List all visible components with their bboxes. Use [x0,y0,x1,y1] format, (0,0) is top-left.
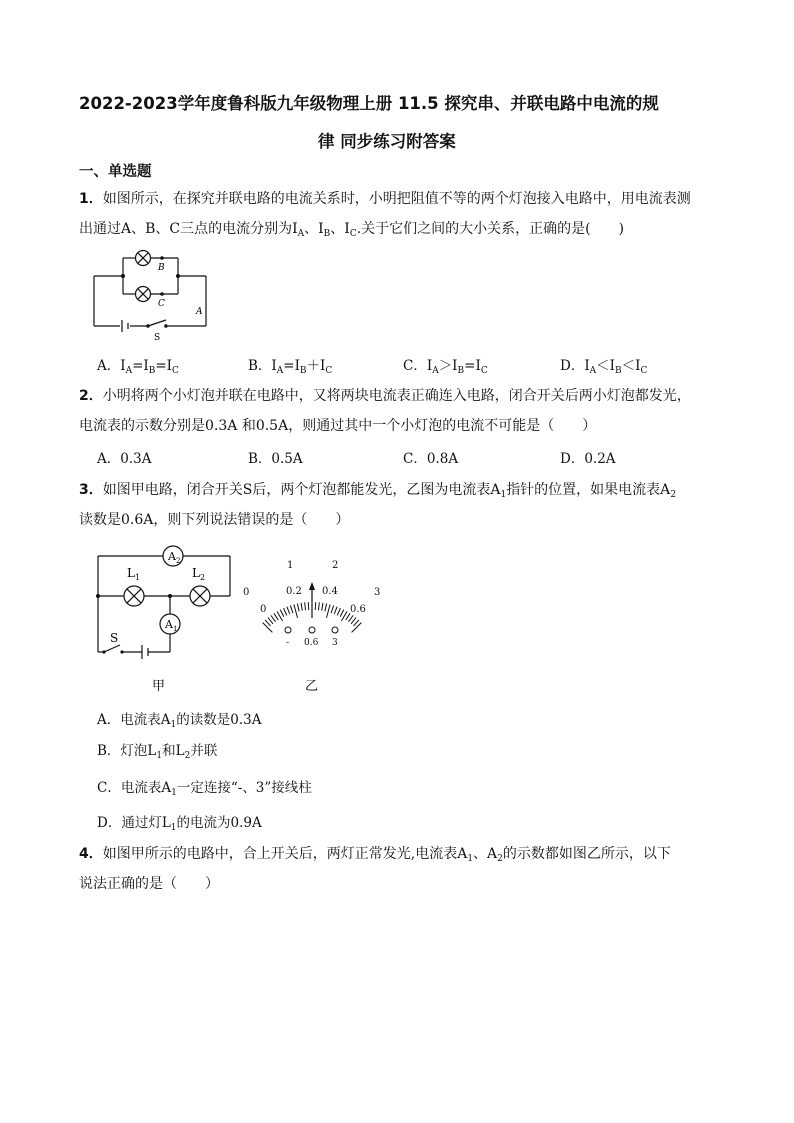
dial-tick [274,613,278,620]
q3-a1-label: $A_1$ [165,618,178,633]
q2-option-d[interactable] [560,447,616,467]
q3-option-d-pre: 通过灯L [121,815,171,831]
dial-tick [325,604,327,612]
q3-bottom-scale-3: 0.6 [350,604,366,615]
dial-tick [326,604,330,618]
q3-terminal-neg: - [286,638,290,648]
dial-tick [305,602,306,610]
q1-line1 [79,188,691,208]
q3-top-scale-1: 1 [287,560,294,571]
q3-caption-jia: 甲 [152,679,166,694]
section-heading: 一、单选题 [79,164,152,180]
q1-option-d[interactable]: D．$I_A<I_B<I_C$ [560,358,648,376]
q1-option-c[interactable]: C．$I_A>I_B=I_C$ [403,358,488,376]
q3-line1: 3．如图甲电路，闭合开关S后，两个灯泡都能发光，乙图为电流表$A_1$指针的位置，如果电流表$A_2$ [79,482,677,500]
q2-option-b-text: 0.5A [271,451,303,467]
dial-tick [334,607,337,614]
q2-line1 [79,385,691,405]
q1-option-d-key: D． [560,358,585,374]
dial-tick [340,610,344,617]
q2-option-b[interactable] [248,447,303,467]
dial-tick [337,608,340,615]
q3-bottom-scale-0: 0 [260,604,267,615]
q3-option-b[interactable]: B．灯泡$L_1$和$L_2$并联 [97,743,218,761]
q3-option-a-key: A． [97,712,121,728]
dial-tick [268,618,273,624]
q4-line2: 说法正确的是（ ） [79,876,219,892]
q2-option-d-key: D． [560,451,585,467]
dial-tick [331,605,333,613]
q3-l2-label: $L_2$ [192,566,206,582]
q1-circuit-figure [88,240,218,345]
q1-label-a: A [196,307,203,317]
q1-text-line1: 如图所示，在探究并联电路的电流关系时，小明把阻值不等的两个灯泡接入电路中，用电流表测 [102,191,691,207]
dial-tick [271,615,276,621]
q3-circuit-jia [90,540,240,695]
q2-option-d-text: 0.2A [584,451,616,467]
q2-text-line1: 小明将两个小灯泡并联在电路中，又将两块电流表正确连入电路，闭合开关后两小灯泡都发光， [102,388,691,404]
q3-text-b: 指针的位置，如果电流表A [506,482,671,498]
q3-a2-label: $A_2$ [168,550,181,565]
q2-option-a-key: A． [97,451,121,467]
q3-bottom-scale-1: 0.2 [286,586,302,597]
q3-terminal-06: 0.6 [304,638,319,648]
dial-tick [284,608,287,615]
q4-line1: 4．如图甲所示的电路中，合上开关后，两灯正常发光,电流表$A_1$、$A_2$的示数都如图乙所示，以下 [79,846,671,864]
dial-tick [348,615,353,621]
q3-option-a-post: 的读数是0.3A [176,712,262,728]
q1-option-a[interactable]: A．$I_A=I_B=I_C$ [97,358,179,376]
q3-text-a: 如图甲电路，闭合开关S后，两个灯泡都能发光，乙图为电流表A [102,482,501,498]
q2-line2: 电流表的示数分别是0.3A 和0.5A，则通过其中一个小灯泡的电流不可能是（ ） [79,418,597,434]
q1-line2: 出通过A、B、C三点的电流分别为$I_A$、$I_B$、$I_C$.关于它们之间的大小关系，正确的是( ) [79,221,625,239]
q3-option-c-post: 一定连接“-、3”接线柱 [176,780,312,796]
q2-number: 2． [79,388,103,404]
q3-bottom-scale-2: 0.4 [322,586,338,597]
q3-option-d-post: 的电流为0.9A [176,815,262,831]
q2-option-a-text: 0.3A [120,451,152,467]
q4-text-a: 如图甲所示的电路中，合上开关后，两灯正常发光,电流表A [102,846,468,862]
dial-tick [294,604,298,618]
q1-text-b: 、I [304,221,324,237]
dial-tick [287,607,290,614]
q3-option-b-post: 并联 [190,743,218,759]
q3-option-c[interactable]: C．电流表$A_1$一定连接“-、3”接线柱 [97,780,312,798]
q3-top-scale-0: 0 [243,587,250,598]
q3-l1-label: $L_1$ [127,566,141,582]
q1-label-c: C [158,299,165,309]
q1-option-b[interactable]: B．$I_A=I_B+I_C$ [248,358,333,376]
q3-option-c-key: C． [97,780,121,796]
q1-label-s: S [154,333,161,343]
q3-option-a[interactable]: A．电流表$A_1$的读数是0.3A [97,712,262,730]
q1-text-d: .关于它们之间的大小关系，正确的是( ) [356,221,625,237]
dial-tick [263,623,273,633]
q3-option-d[interactable]: D．通过灯$L_1$的电流为0.9A [97,815,262,833]
dial-tick [290,605,292,613]
q1-option-c-key: C． [403,358,427,374]
dial-tick [280,610,284,617]
dial-tick [301,603,302,611]
q3-option-b-key: B． [97,743,121,759]
q1-text-a: 出通过A、B、C三点的电流分别为I [79,221,298,237]
q3-ammeter-yi [238,552,388,695]
q2-option-c-key: C． [403,451,427,467]
dial-tick [318,602,319,610]
q1-option-a-key: A． [97,358,121,374]
dial-tick [265,620,270,626]
q4-text-c: 的示数都如图乙所示，以下 [502,846,671,862]
dial-tick [353,620,358,626]
q4-number: 4． [79,846,103,862]
page-title-line1: 2022-2023学年度鲁科版九年级物理上册 11.5 探究串、并联电路中电流的规 [79,94,659,113]
q2-option-a[interactable] [97,447,151,467]
q3-caption-yi: 乙 [305,679,319,694]
q3-option-b-mid: 和L [162,743,185,759]
q2-option-c[interactable] [403,447,458,467]
q3-top-scale-2: 2 [332,560,339,571]
page-title-line2: 律 同步练习附答案 [318,132,456,151]
q2-option-b-key: B． [248,451,272,467]
q3-option-a-pre: 电流表A [120,712,171,728]
q3-terminal-3: 3 [332,638,338,648]
q4-text-b: 、A [473,846,498,862]
dial-tick [351,618,356,624]
q2-option-c-text: 0.8A [426,451,459,467]
q3-s-label: S [110,631,119,645]
dial-tick [322,603,323,611]
dial-tick [297,604,299,612]
q1-text-c: 、I [330,221,350,237]
q3-top-scale-3: 3 [374,587,381,598]
q3-number: 3． [79,482,103,498]
q1-number: 1． [79,191,103,207]
q3-option-d-key: D． [97,815,122,831]
q3-line2: 读数是0.6A，则下列说法错误的是（ ） [79,512,350,528]
dial-tick [352,623,362,633]
q3-option-c-pre: 电流表A [120,780,172,796]
q3-option-b-pre: 灯泡L [120,743,157,759]
q1-label-b: B [158,263,165,273]
q1-option-b-key: B． [248,358,272,374]
q3-dial-pointer [309,582,315,618]
